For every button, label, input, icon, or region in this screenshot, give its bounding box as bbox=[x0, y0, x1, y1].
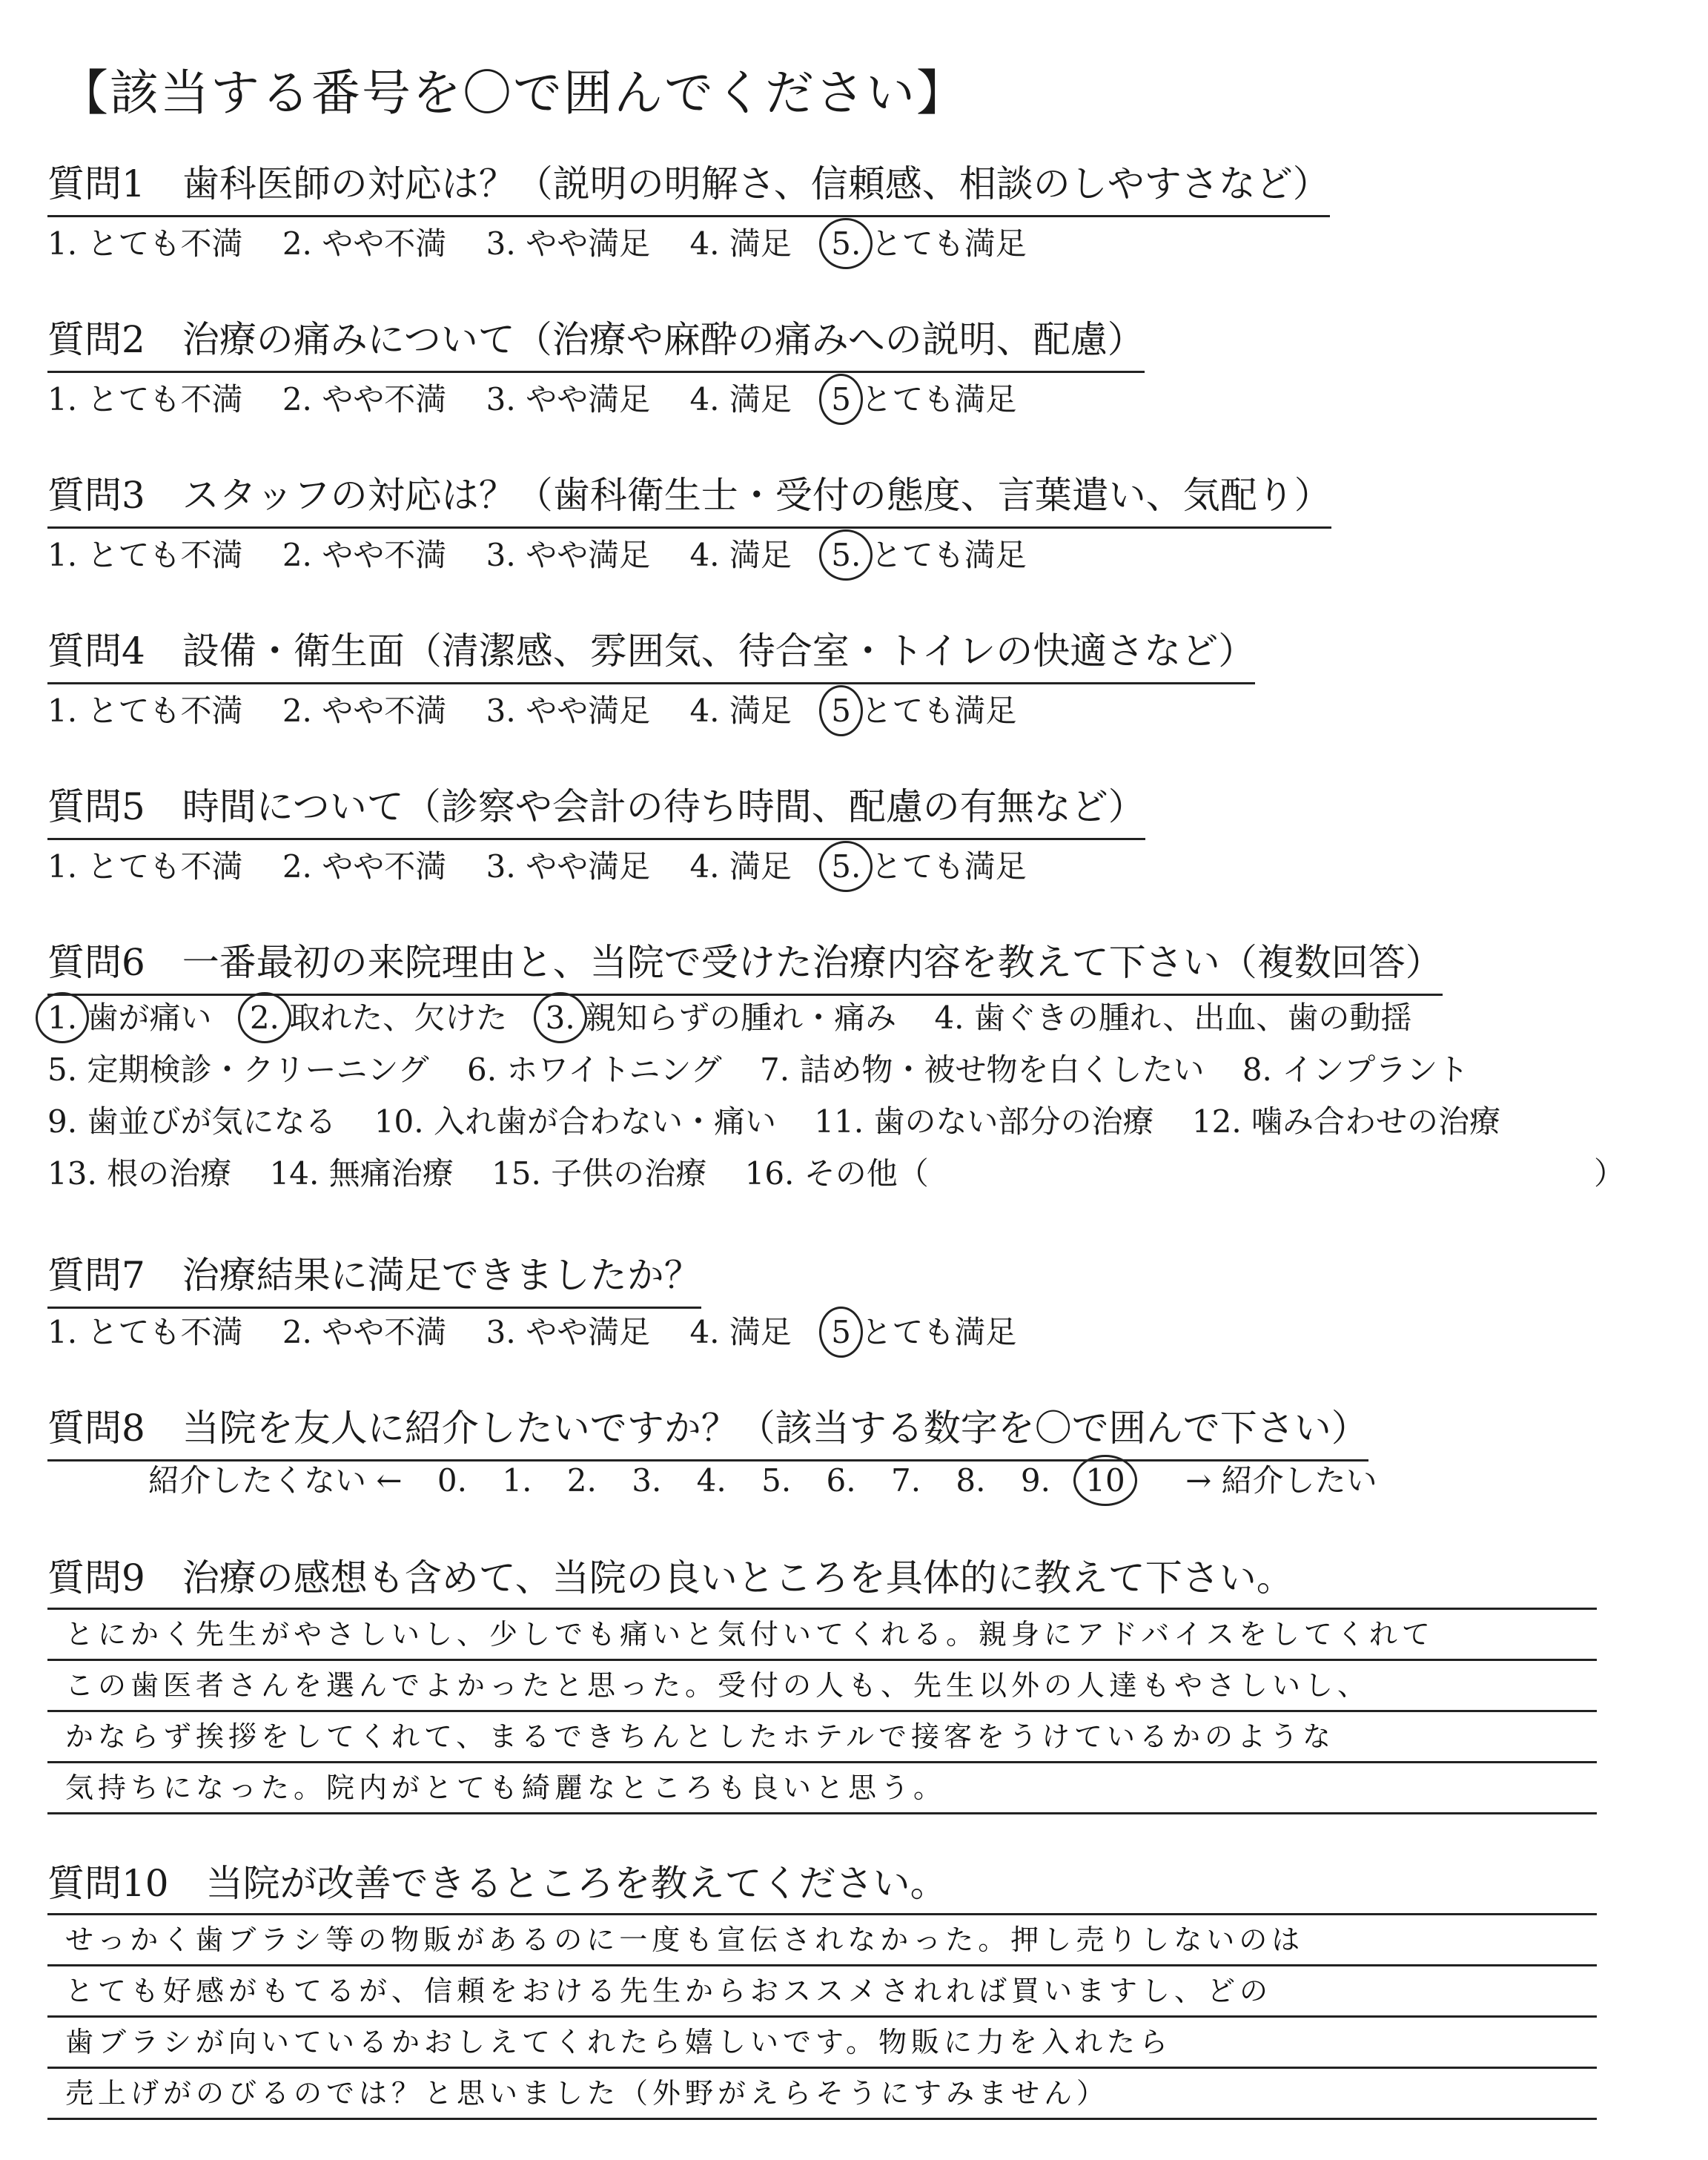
q10-answer-line: とても好感がもてるが、信頼をおける先生からおススメされれば買いますし、どの bbox=[47, 1966, 1597, 2018]
q7-option-3[interactable]: 3. やや満足 bbox=[486, 1314, 651, 1350]
q8-scale bbox=[148, 1456, 1403, 1501]
question-9-title: 質問9 治療の感想も含めて、当院の良いところを具体的に教えて下さい。 bbox=[47, 1556, 1294, 1599]
q1-option-4[interactable]: 4. 満足 bbox=[689, 225, 792, 262]
q8-right-label: → 紹介したい bbox=[1185, 1462, 1377, 1499]
q1-option-3[interactable]: 3. やや満足 bbox=[486, 225, 651, 262]
q8-value-10-selected[interactable]: 10 bbox=[1085, 1462, 1125, 1499]
question-7-title: 質問7 治療結果に満足できましたか？ bbox=[47, 1246, 701, 1309]
question-2-title: 質問2 治療の痛みについて（治療や麻酔の痛みへの説明、配慮） bbox=[47, 310, 1145, 373]
q9-answer-area[interactable] bbox=[47, 1608, 1597, 1814]
question-5-options bbox=[47, 842, 1056, 887]
q1-option-2[interactable]: 2. やや不満 bbox=[282, 225, 447, 262]
q3-option-4[interactable]: 4. 満足 bbox=[689, 537, 792, 573]
q7-option-4[interactable]: 4. 満足 bbox=[689, 1314, 792, 1350]
question-4-title: 質問4 設備・衛生面（清潔感、雰囲気、待合室・トイレの快適さなど） bbox=[47, 621, 1255, 684]
q2-option-4[interactable]: 4. 満足 bbox=[689, 381, 792, 417]
q8-value-0[interactable]: 0. bbox=[437, 1462, 467, 1499]
q6-other-close-paren: ） bbox=[1594, 1155, 1626, 1192]
q6-option-5[interactable]: 5. 定期検診・クリーニング bbox=[47, 1051, 429, 1088]
q6-option-15[interactable]: 15. 子供の治療 bbox=[491, 1155, 707, 1192]
form-header: 【該当する番号を〇で囲んでください】 bbox=[59, 65, 967, 122]
q8-value-5[interactable]: 5. bbox=[761, 1462, 792, 1499]
q1-option-1[interactable]: 1. とても不満 bbox=[47, 225, 243, 262]
q6-option-4[interactable]: 4. 歯ぐきの腫れ、出血、歯の動揺 bbox=[934, 1000, 1412, 1036]
q10-answer-line: 売上げがのびるのでは？と思いました（外野がえらそうにすみません） bbox=[47, 2069, 1597, 2120]
q3-option-5-selected[interactable]: 5. とても満足 bbox=[831, 537, 1027, 573]
q8-value-6[interactable]: 6. bbox=[826, 1462, 856, 1499]
question-6-title: 質問6 一番最初の来院理由と、当院で受けた治療内容を教えて下さい（複数回答） bbox=[47, 933, 1443, 996]
q5-option-2[interactable]: 2. やや不満 bbox=[282, 848, 447, 885]
q6-option-7[interactable]: 7. 詰め物・被せ物を白くしたい bbox=[760, 1051, 1205, 1088]
q6-row-1 bbox=[47, 994, 1440, 1038]
q6-option-16-other[interactable]: 16. その他（ bbox=[744, 1155, 929, 1192]
q5-option-3[interactable]: 3. やや満足 bbox=[486, 848, 651, 885]
q10-answer-line: 歯ブラシが向いているかおしえてくれたら嬉しいです。物販に力を入れたら bbox=[47, 2018, 1597, 2069]
q6-option-10[interactable]: 10. 入れ歯が合わない・痛い bbox=[374, 1103, 776, 1140]
q2-option-2[interactable]: 2. やや不満 bbox=[282, 381, 447, 417]
q4-option-1[interactable]: 1. とても不満 bbox=[47, 693, 243, 729]
q5-option-5-selected[interactable]: 5. とても満足 bbox=[831, 848, 1027, 885]
question-1-options bbox=[47, 219, 1056, 264]
question-7-options bbox=[47, 1308, 1046, 1353]
q8-value-7[interactable]: 7. bbox=[890, 1462, 921, 1499]
question-3-options bbox=[47, 531, 1056, 575]
q2-option-1[interactable]: 1. とても不満 bbox=[47, 381, 243, 417]
q6-option-3-selected[interactable]: 3. 親知らずの腫れ・痛み bbox=[545, 1000, 897, 1036]
q7-option-2[interactable]: 2. やや不満 bbox=[282, 1314, 447, 1350]
q3-option-1[interactable]: 1. とても不満 bbox=[47, 537, 243, 573]
q2-option-3[interactable]: 3. やや満足 bbox=[486, 381, 651, 417]
q10-answer-area[interactable] bbox=[47, 1913, 1597, 2120]
q4-option-2[interactable]: 2. やや不満 bbox=[282, 693, 447, 729]
q6-option-14[interactable]: 14. 無痛治療 bbox=[269, 1155, 454, 1192]
q6-option-1-selected[interactable]: 1. 歯が痛い bbox=[47, 1000, 212, 1036]
q6-option-9[interactable]: 9. 歯並びが気になる bbox=[47, 1103, 337, 1140]
question-2-options bbox=[47, 375, 1046, 420]
q4-option-3[interactable]: 3. やや満足 bbox=[486, 693, 651, 729]
q6-option-8[interactable]: 8. インプラント bbox=[1242, 1051, 1469, 1088]
q5-option-1[interactable]: 1. とても不満 bbox=[47, 848, 243, 885]
q10-answer-line: せっかく歯ブラシ等の物販があるのに一度も宣伝されなかった。押し売りしないのは bbox=[47, 1913, 1597, 1966]
q6-row-4 bbox=[47, 1149, 957, 1194]
q8-value-2[interactable]: 2. bbox=[566, 1462, 597, 1499]
q6-option-13[interactable]: 13. 根の治療 bbox=[47, 1155, 232, 1192]
q8-left-label: 紹介したくない ← bbox=[148, 1462, 403, 1499]
q7-option-1[interactable]: 1. とても不満 bbox=[47, 1314, 243, 1350]
q8-value-9[interactable]: 9. bbox=[1020, 1462, 1050, 1499]
q8-value-4[interactable]: 4. bbox=[696, 1462, 726, 1499]
q9-answer-line: とにかく先生がやさしいし、少しでも痛いと気付いてくれる。親身にアドバイスをしてくれて bbox=[47, 1608, 1597, 1661]
question-5-title: 質問5 時間について（診察や会計の待ち時間、配慮の有無など） bbox=[47, 777, 1145, 840]
q8-value-1[interactable]: 1. bbox=[502, 1462, 532, 1499]
q3-option-2[interactable]: 2. やや不満 bbox=[282, 537, 447, 573]
question-1-title: 質問1 歯科医師の対応は？（説明の明解さ、信頼感、相談のしやすさなど） bbox=[47, 154, 1330, 217]
q9-answer-line: かならず挨拶をしてくれて、まるできちんとしたホテルで接客をうけているかのような bbox=[47, 1712, 1597, 1763]
q5-option-4[interactable]: 4. 満足 bbox=[689, 848, 792, 885]
q1-option-5-selected[interactable]: 5. とても満足 bbox=[831, 225, 1027, 262]
question-10-title: 質問10 当院が改善できるところを教えてください。 bbox=[47, 1862, 947, 1905]
q6-option-6[interactable]: 6. ホワイトニング bbox=[466, 1051, 722, 1088]
question-8-title: 質問8 当院を友人に紹介したいですか？（該当する数字を〇で囲んで下さい） bbox=[47, 1398, 1368, 1462]
question-3-title: 質問3 スタッフの対応は？（歯科衛生士・受付の態度、言葉遣い、気配り） bbox=[47, 466, 1331, 529]
q6-option-11[interactable]: 11. 歯のない部分の治療 bbox=[814, 1103, 1154, 1140]
q3-option-3[interactable]: 3. やや満足 bbox=[486, 537, 651, 573]
q6-option-12[interactable]: 12. 噛み合わせの治療 bbox=[1191, 1103, 1501, 1140]
q6-option-2-selected[interactable]: 2. 取れた、欠けた bbox=[249, 1000, 508, 1036]
q7-option-5-selected[interactable]: 5 とても満足 bbox=[831, 1314, 1017, 1350]
q9-answer-line: この歯医者さんを選んでよかったと思った。受付の人も、先生以外の人達もやさしいし、 bbox=[47, 1661, 1597, 1712]
q9-answer-line: 気持ちになった。院内がとても綺麗なところも良いと思う。 bbox=[47, 1763, 1597, 1814]
question-4-options bbox=[47, 687, 1046, 731]
q8-value-3[interactable]: 3. bbox=[632, 1462, 662, 1499]
q8-value-8[interactable]: 8. bbox=[956, 1462, 986, 1499]
q2-option-5-selected[interactable]: 5 とても満足 bbox=[831, 381, 1017, 417]
q6-row-2 bbox=[47, 1046, 1497, 1090]
q4-option-5-selected[interactable]: 5 とても満足 bbox=[831, 693, 1017, 729]
q4-option-4[interactable]: 4. 満足 bbox=[689, 693, 792, 729]
q6-row-3 bbox=[47, 1097, 1529, 1142]
